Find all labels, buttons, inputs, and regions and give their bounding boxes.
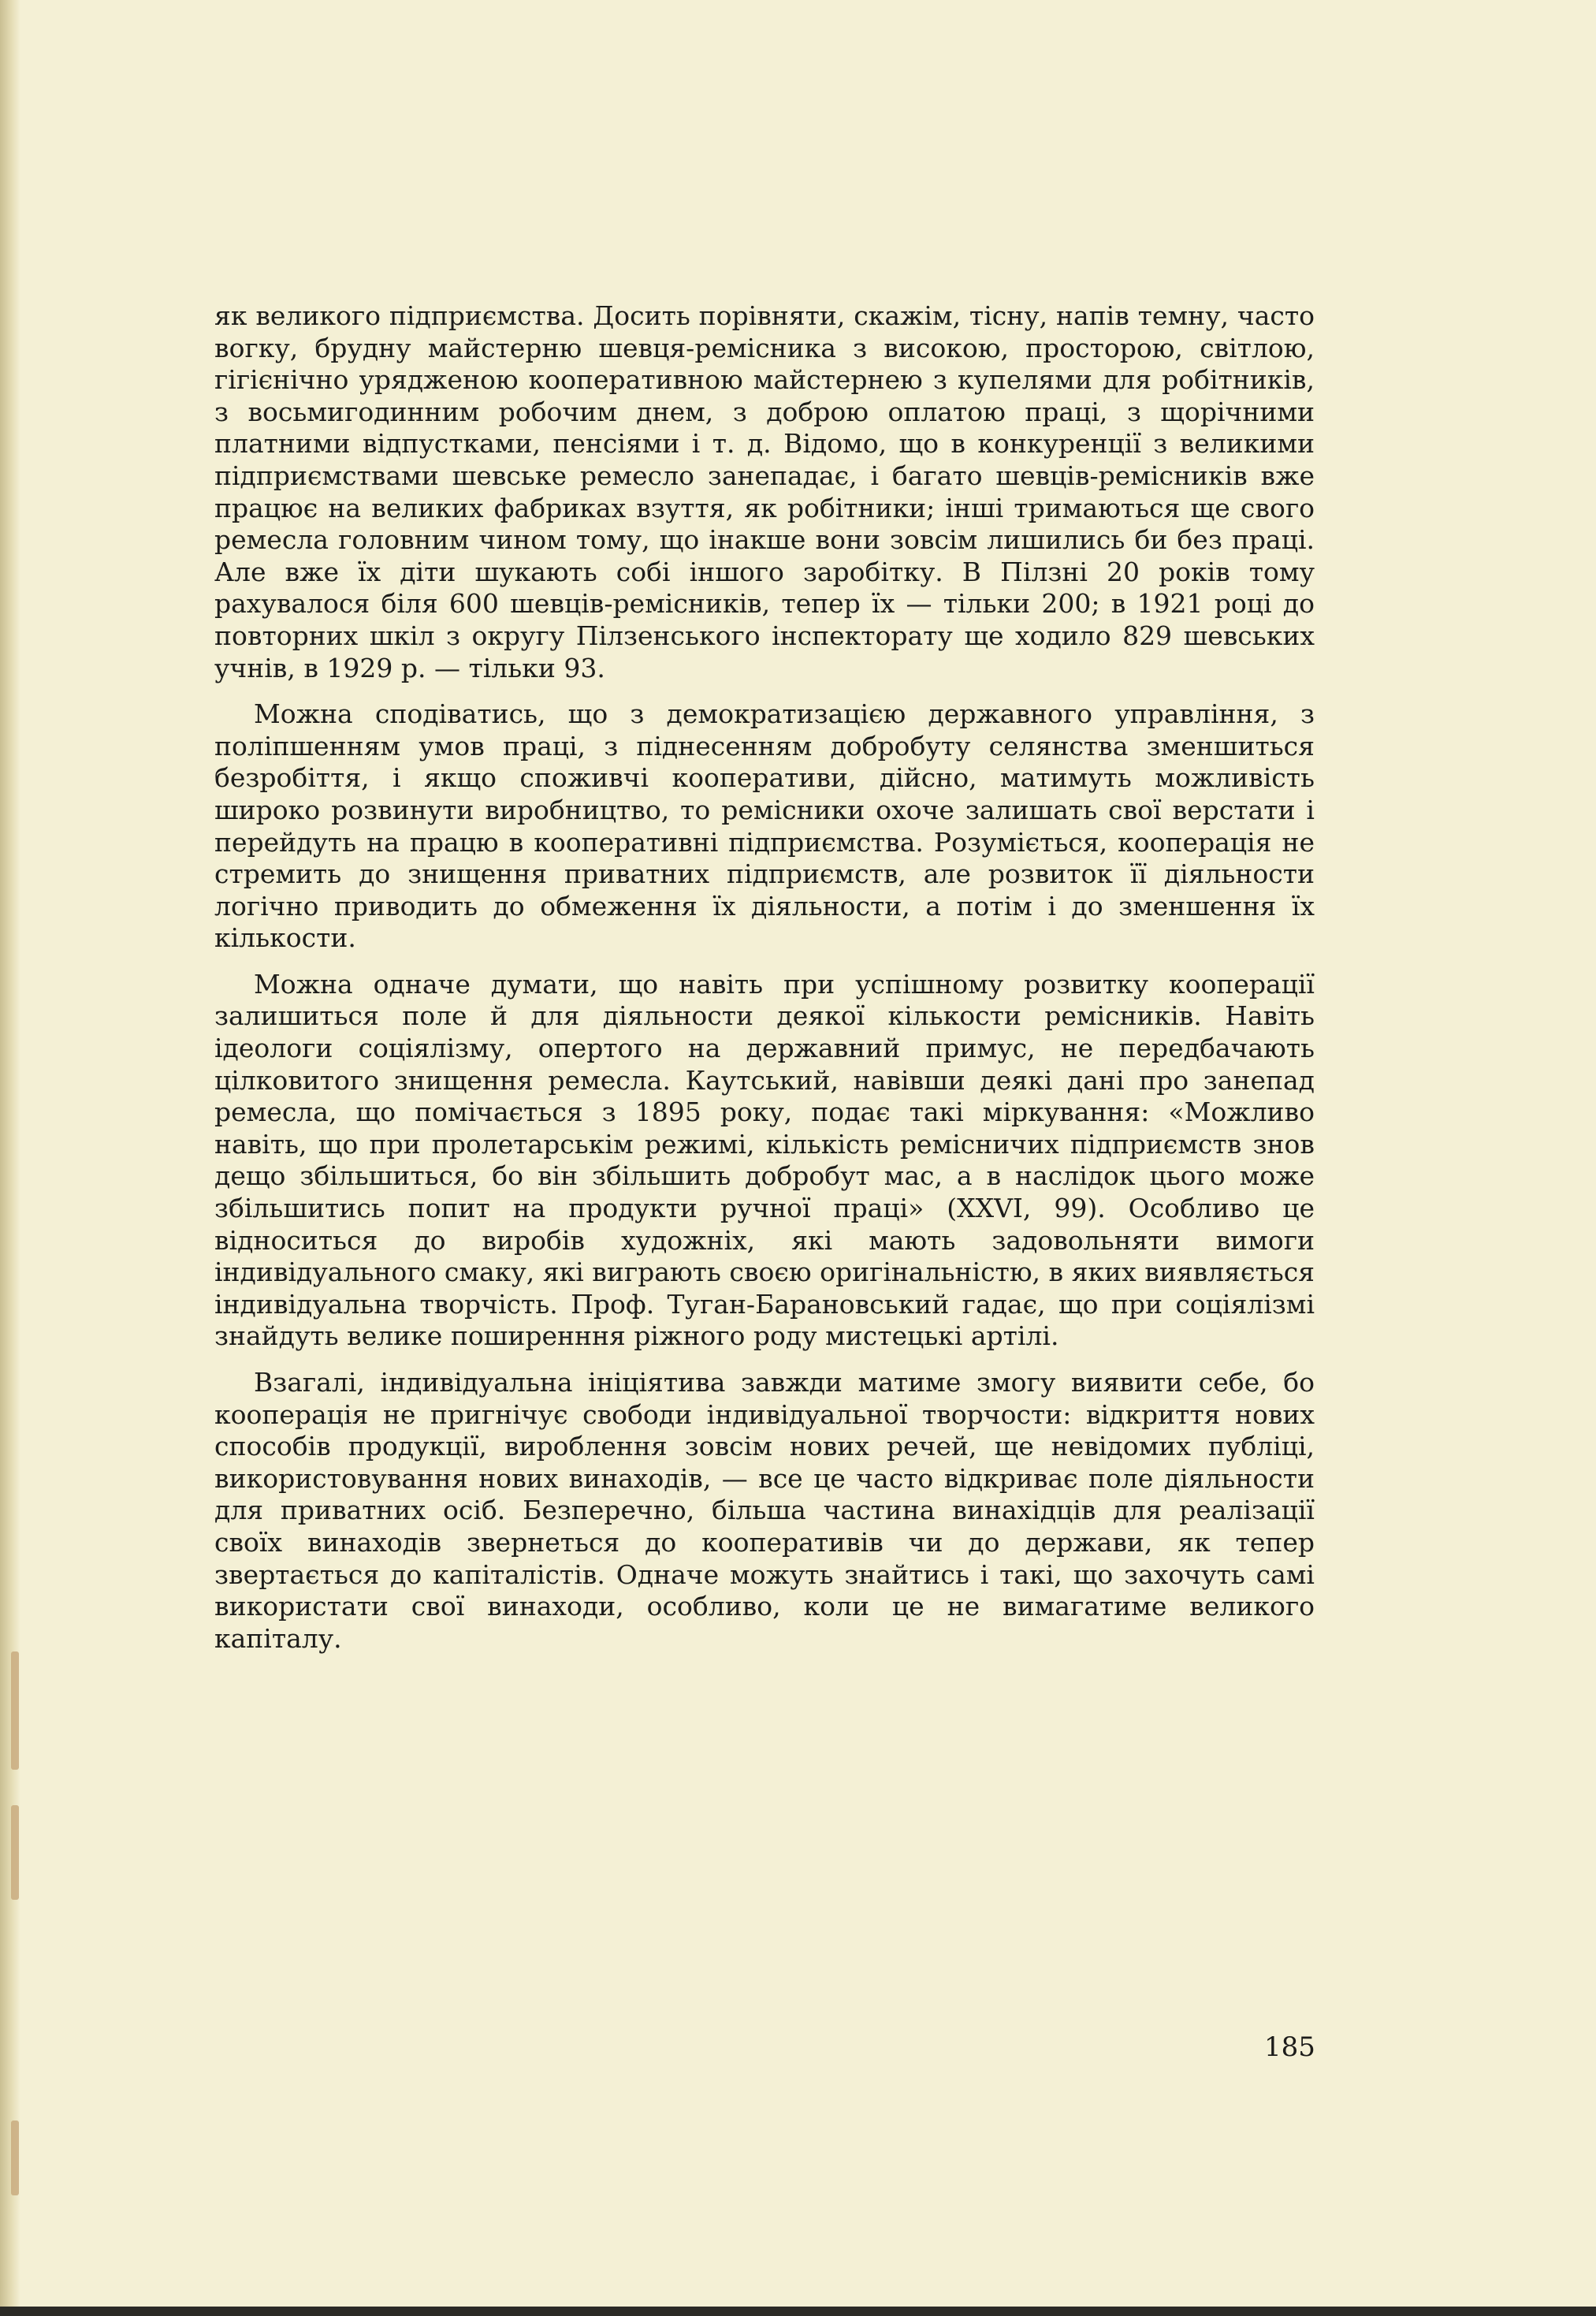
binding-edge — [0, 0, 20, 2316]
binding-stain — [11, 1805, 19, 1900]
paragraph-1: як великого підприємства. Досить порівняти, скажім, тісну, напів темну, часто вогку, брудну майстерню шевця-ремісника з високою, просторою, світлою, гігієнічно урядженою кооперативною майстернею з купелями для робітників, з восьмигодинним робочим днем, з доброю оплатою праці, з щорічними платними відпустками, пенсіями і т. д. Відомо, що в конкуренції з великими підприємствами шевське ремесло занепадає, і багато шевців-ремісників вже працює на великих фабриках взуття, як робітники; інші тримаються ще свого ремесла головним чином тому, що інакше вони зовсім лишились би без праці. Але вже їх діти шукають собі іншого заробітку. В Пілзні 20 років тому рахувалося біля 600 шевців-ремісників, тепер їх — тільки 200; в 1921 році до повторних шкіл з округу Пілзенського інспекторату ще ходило 829 шевських учнів, в 1929 р. — тільки 93. — [214, 300, 1315, 683]
scan-bottom-edge — [0, 2307, 1596, 2316]
page-number: 185 — [1264, 2031, 1315, 2063]
paragraph-4: Взагалі, індивідуальна ініціятива завжди матиме змогу виявити себе, бо кооперація не пригнічує свободи індивідуальної творчости: відкриття нових способів продукції, вироблення зовсім нових речей, ще невідомих публіці, використовування нових винаходів, — все це часто відкриває поле діяльности для приватних осіб. Безперечно, більша частина винахідців для реалізації своїх винаходів звернеться до кооперативів чи до держави, як тепер звертається до капіталістів. Одначе можуть знайтись і такі, що захочуть самі використати свої винаходи, особливо, коли це не вимагатиме великого капіталу. — [214, 1367, 1315, 1654]
paragraph-2: Можна сподіватись, що з демократизацією державного управління, з поліпшенням умов праці, з піднесенням добробуту селянства зменшиться безробіття, і якщо споживчі кооперативи, дійсно, матимуть можливість широко розвинути виробництво, то ремісники охоче залишать свої верстати і перейдуть на працю в кооперативні підприємства. Розуміється, кооперація не стремить до знищення приватних підприємств, але розвиток її діяльности логічно приводить до обмеження їх діяльности, а потім і до зменшення їх кількости. — [214, 698, 1315, 954]
paragraph-3: Можна одначе думати, що навіть при успішному розвитку кооперації залишиться поле й для діяльности деякої кількости ремісників. Навіть ідеологи соціялізму, опертого на державний примус, не передбачають цілковитого знищення ремесла. Каутський, навівши деякі дані про занепад ремесла, що помічається з 1895 року, подає такі міркування: «Можливо навіть, що при пролетарськім режимі, кількість ремісничих підприємств знов дещо збільшиться, бо він збільшить добробут мас, а в наслідок цього може збільшитись попит на продукти ручної праці» (XXVI, 99). Особливо це відноситься до виробів художніх, які мають задовольняти вимоги індивідуального смаку, які виграють своєю оригінальністю, в яких виявляється індивідуальна творчість. Проф. Туган-Барановський гадає, що при соціялізмі знайдуть велике поширенння ріжного роду мистецькі артілі. — [214, 968, 1315, 1352]
binding-stain — [11, 2121, 19, 2195]
binding-stain — [11, 1651, 19, 1770]
body-text — [214, 300, 1315, 1669]
